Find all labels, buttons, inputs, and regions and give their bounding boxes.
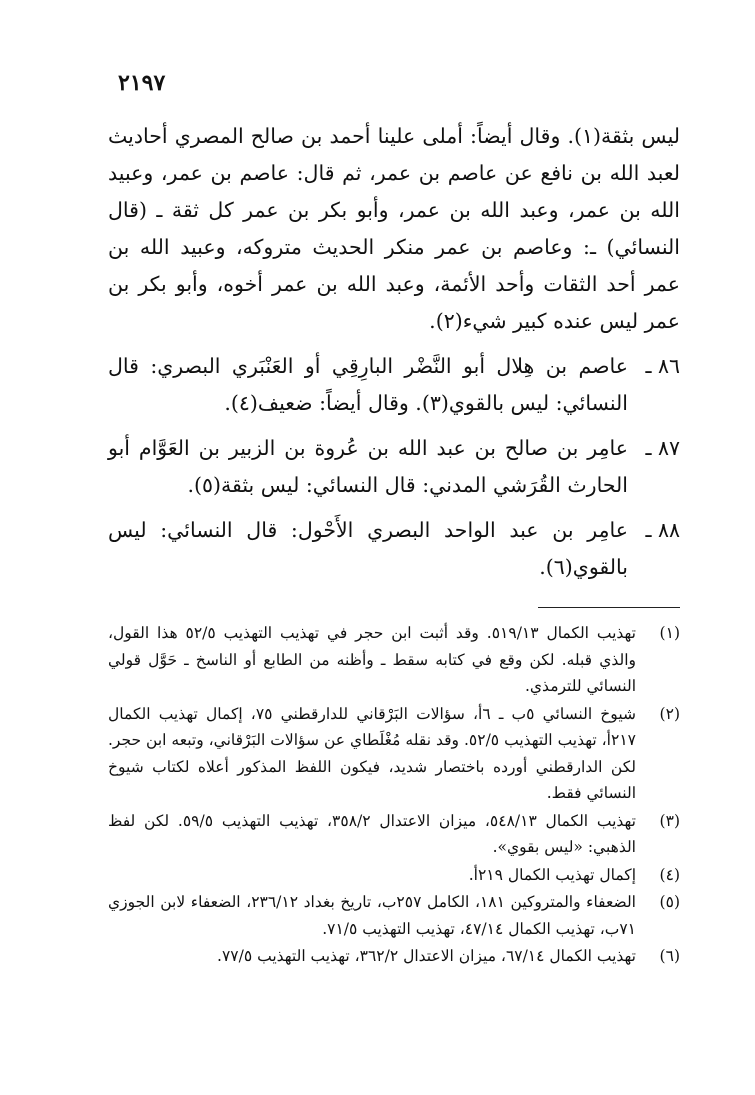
entry-number: ٨٦ ـ [645, 354, 680, 378]
footnote-4 [108, 862, 680, 889]
entry-number: ٨٧ ـ [645, 436, 680, 460]
footnote-text: تهذيب الكمال ٥١٩/١٣. وقد أثبت ابن حجر في تهذيب التهذيب ٥٢/٥ هذا القول، والذي قبله. لكن وقع في كتابه سقط ـ وأظنه من الطابع أو الناسخ ـ حَوَّل قولي النسائي للترمذي. [108, 624, 636, 695]
footnote-text: شيوخ النسائي ٥ب ـ ٦أ، سؤالات البَرْقاني للدارقطني ٧٥، إكمال تهذيب الكمال ٢١٧أ، تهذيب التهذيب ٥٢/٥. وقد نقله مُغْلَطاي عن سؤالات البَرْقاني، وتبعه ابن حجر. لكن الدارقطني أورده باختصار شديد، فيكون اللفظ المذكور أعلاه لكتاب شيوخ النسائي فقط. [108, 704, 636, 802]
footnote-text: تهذيب الكمال ٦٧/١٤، ميزان الاعتدال ٣٦٢/٢، تهذيب التهذيب ٧٧/٥. [217, 947, 636, 965]
footnote-number: (٦) [659, 947, 680, 965]
footnote-number: (٢) [659, 704, 680, 723]
footnote-number: (٥) [659, 893, 680, 911]
footnote-2 [108, 701, 680, 807]
footnote-separator [538, 607, 680, 608]
page-number: ٢١٩٧ [118, 70, 166, 96]
entry-88 [108, 512, 680, 586]
footnote-1 [108, 620, 680, 700]
footnote-5 [108, 889, 680, 942]
entry-text: عامِر بن صالح بن عبد الله بن عُروة بن الزبير بن العَوَّام أبو الحارث القُرَشي المدني: قال النسائي: ليس بثقة(٥). [108, 436, 628, 497]
footnote-text: تهذيب الكمال ٥٤٨/١٣، ميزان الاعتدال ٣٥٨/٢، تهذيب التهذيب ٥٩/٥. لكن لفظ الذهبي: «ليس بقوي». [108, 811, 637, 856]
footnote-number: (١) [659, 624, 680, 642]
entry-text: عاصم بن هِلال أبو النَّضْر البارِقِي أو العَنْبَري البصري: قال النسائي: ليس بالقوي(٣). وقال أيضاً: ضعيف(٤). [108, 354, 628, 415]
footnote-number: (٤) [659, 865, 680, 884]
entry-86 [108, 348, 680, 422]
main-text [108, 118, 680, 586]
footnote-3 [108, 808, 680, 861]
intro-paragraph: ليس بثقة(١). وقال أيضاً: أملى علينا أحمد بن صالح المصري أحاديث لعبد الله بن نافع عن عاصم بن عمر، ثم قال: عاصم بن عمر، وعبيد الله بن عمر، وعبد الله بن عمر، وأبو بكر بن عمر كل ثقة ـ (قال النسائي) ـ: وعاصم بن عمر منكر الحديث متروكه، وعبيد الله بن عمر أحد الثقات وأحد الأئمة، وعبد الله بن عمر أخوه، وأبو بكر بن عمر ليس عنده كبير شيء(٢). [108, 124, 680, 333]
entry-text: عامِر بن عبد الواحد البصري الأَحْول: قال النسائي: ليس بالقوي(٦). [108, 518, 628, 579]
footnotes [108, 620, 680, 971]
footnote-6 [108, 943, 680, 970]
footnote-text: الضعفاء والمتروكين ١٨١، الكامل ٢٥٧ب، تاريخ بغداد ٢٣٦/١٢، الضعفاء لابن الجوزي ٧١ب، تهذيب الكمال ٤٧/١٤، تهذيب التهذيب ٧١/٥. [108, 893, 636, 938]
entry-number: ٨٨ ـ [645, 518, 680, 542]
footnote-number: (٣) [659, 811, 680, 830]
footnote-text: إكمال تهذيب الكمال ٢١٩أ. [468, 865, 636, 884]
entry-87 [108, 430, 680, 504]
